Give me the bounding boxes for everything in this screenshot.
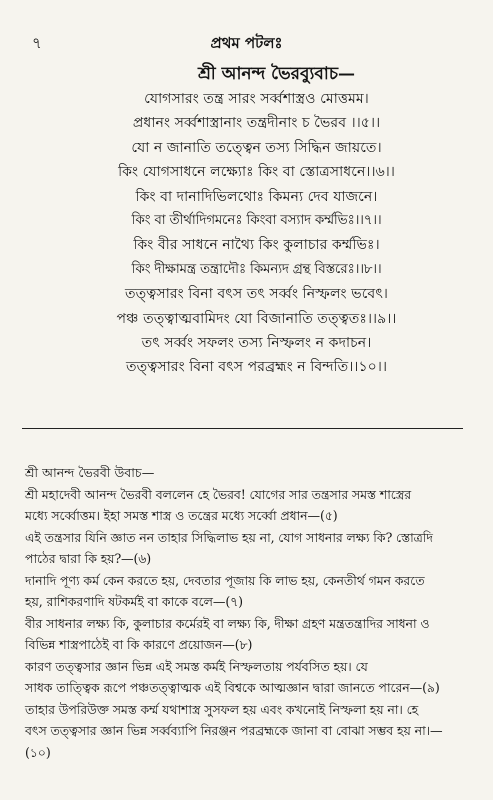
translation-line: দানাদি পূণ্য কর্ম কেন করতে হয়, দেবতার পূজায় কি লাভ হয়, কেনতীর্থ গমন করতে (25, 572, 425, 588)
translation-block (25, 462, 481, 763)
verse-line: তত্ত্বসারং বিনা বৎস তৎ সর্ব্বং নিস্ফলং ভবেৎ। (125, 286, 388, 303)
section-divider (22, 428, 463, 429)
verse-line: প্রধানং সর্ব্বশাস্ত্রানাং তন্ত্রদীনাং চ ভৈরব ।।৫।। (132, 115, 381, 132)
verse-line: কিং দীক্ষামন্ত্র তন্ত্রাদৌঃ কিমন্যদ গ্রন্থ বিস্তরেঃ।।৮।। (131, 261, 382, 277)
verse-line: তৎ সর্ব্বং সফলং তস্য নিস্ফলং ন কদাচন। (141, 335, 372, 352)
verse-invocation: শ্রী আনন্দ ভৈরব্যুবাচ— (198, 64, 355, 84)
translation-line: মধ্যে সর্ব্বোত্তম। ইহা সমস্ত শাস্ত্র ও তন্ত্রের মধ্যে সর্ব্বো প্রধান—(৫) (25, 508, 338, 523)
translation-line: (১০) (25, 744, 51, 760)
translation-line: কারণ তত্ত্বসার জ্ঞান ভিন্ন এই সমস্ত কর্মই নিস্ফলতায় পর্যবসিত হয়। যে (25, 658, 368, 674)
translation-line: বৎস তত্ত্বসার জ্ঞান ভিন্ন সর্ব্বব্যাপি নিরঞ্জন পরব্রহ্মকে জানা বা বোঝা সম্ভব হয় না।— (25, 723, 443, 738)
translation-line: এই তন্ত্রসার যিনি জ্ঞাত নন তাহার সিদ্ধিলাভ হয় না, যোগ সাধনার লক্ষ্য কি? স্তোত্রদি (25, 529, 433, 545)
verse-line: পঞ্চ তত্ত্বাত্মবামিদং যো বিজানাতি তত্ত্বতঃ।।৯।। (116, 310, 397, 327)
translation-line: শ্রী মহাদেবী আনন্দ ভৈরবী বললেন হে ভৈরব! যোগের সার তন্ত্রসার সমস্ত শাস্ত্রের (25, 486, 412, 502)
verse-line: কিং বা তীর্থাদিগমনেঃ কিংবা বস্যাদ কর্ম্মভিঃ।।৭।। (131, 213, 382, 229)
translation-heading: শ্রী আনন্দ ভৈরবী উবাচ— (25, 465, 155, 480)
chapter-title: প্রথম পটলঃ (210, 34, 283, 52)
translation-line: তাহার উপরিউক্ত সমস্ত কর্ম্ম যথাশাস্ত্র সুসফল হয় এবং কখনোই নিস্ফলা হয় না। হে (25, 701, 419, 717)
translation-line: হয়, রাশিকরণাদি ষটকর্মই বা কাকে বলে—(৭) (25, 594, 243, 609)
translation-line: বিভিন্ন শাস্ত্রপাঠেই বা কি কারণে প্রয়োজন—(৮) (25, 637, 253, 652)
translation-line: বীর সাধনার লক্ষ্য কি, কুলাচার কর্মেরই বা লক্ষ্য কি, দীক্ষা গ্রহণ মন্ত্রতন্ত্রাদির সাধনা ও (25, 615, 430, 631)
verse-line: তত্ত্বসারং বিনা বৎস পরব্রহ্মং ন বিন্দতি।।১০।। (125, 359, 388, 376)
verse-block (30, 62, 483, 380)
verse-line: কিং বা দানাদিভিলথোঃ কিমন্য দেব যাজনে। (135, 188, 378, 205)
verse-line: কিং বীর সাধনে নাথ্যৈ কিং কুলাচার কর্ম্মভিঃ। (133, 237, 380, 254)
verse-line: কিং যোগসাধনে লক্ষ্যোঃ কিং বা স্তোত্রসাধনে।।৬।। (118, 164, 395, 181)
page-number: ৭ (32, 34, 42, 52)
verse-line: যো ন জানাতি তত্ত্বেন তস্য সিদ্ধিন জায়তে। (131, 139, 382, 156)
translation-line: পাঠের দ্বারা কি হয়?—(৬) (25, 551, 152, 566)
translation-line: সাধক তাত্ত্বিক রূপে পঞ্চতত্ত্বাত্মক এই বিশ্বকে আত্মজ্ঞান দ্বারা জানতে পারেন—(৯) (25, 680, 440, 695)
verse-line: যোগসারং তন্ত্র সারং সর্ব্বশাস্ত্রও মোত্তমম। (144, 91, 369, 107)
